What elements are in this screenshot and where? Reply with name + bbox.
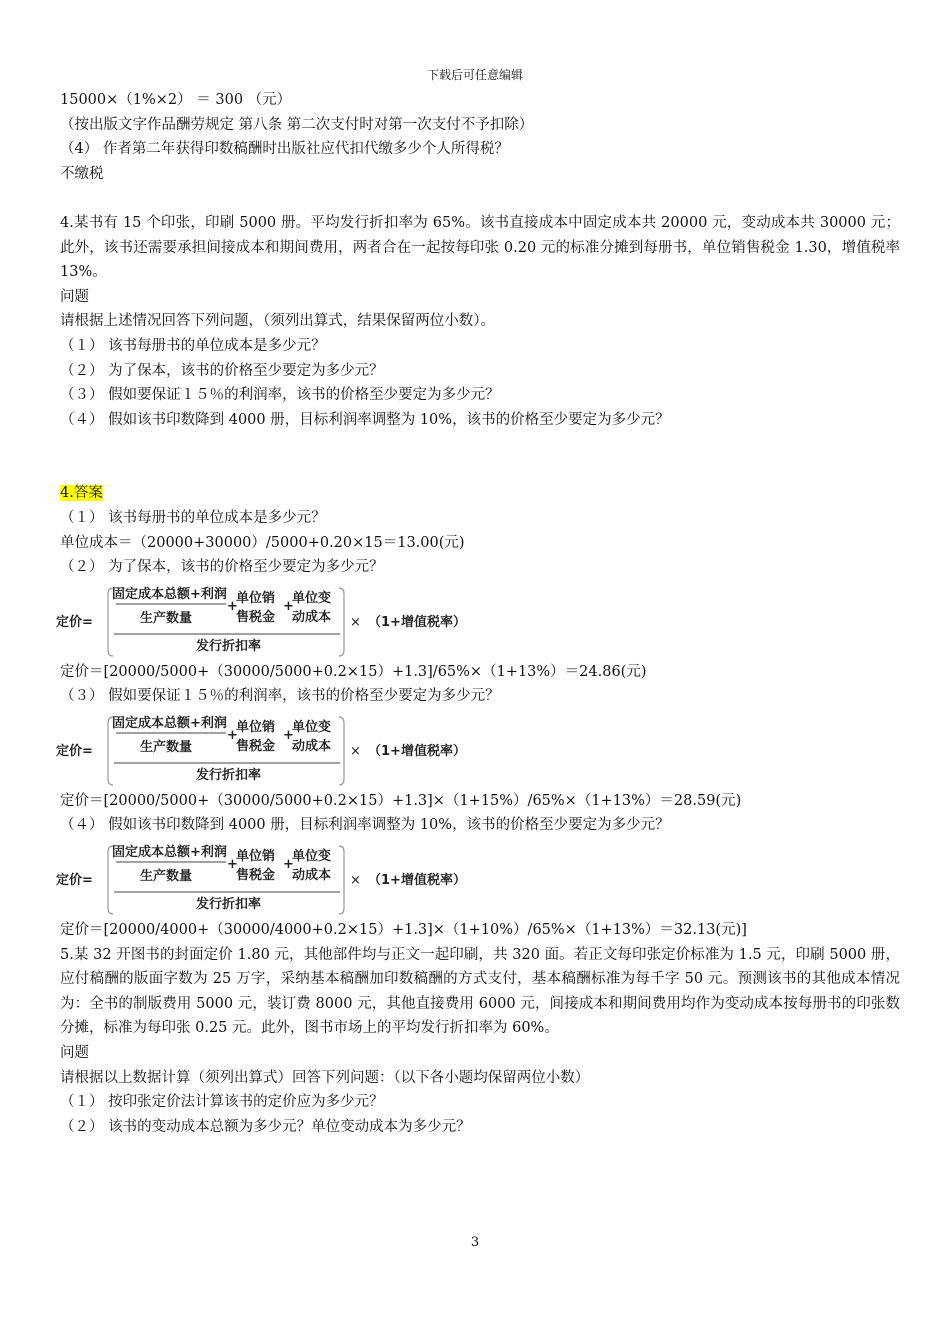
formula-term2: 单位销 xyxy=(236,719,276,735)
formula-plus: + xyxy=(227,727,238,743)
formula-term3: 动成本 xyxy=(292,609,332,625)
question-item: （２） 为了保本，该书的价格至少要定为多少元？ xyxy=(60,362,384,379)
answer-result: 定价＝[20000/5000+（30000/5000+0.2×15）+1.3]/65%×（1+13%）＝24.86(元) xyxy=(60,663,647,680)
formula-tax: （1+增值税率） xyxy=(368,614,466,630)
question-item: （２） 该书的变动成本总额为多少元？单位变动成本为多少元？ xyxy=(60,1118,471,1135)
text-line: （按出版文字作品酬劳规定 第八条 第二次支付时对第一次支付不予扣除） xyxy=(60,116,534,133)
answer-question: （１） 该书每册书的单位成本是多少元？ xyxy=(60,509,326,526)
text-line: （4） 作者第二年获得印数稿酬时出版社应代扣代缴多少个人所得税？ xyxy=(60,141,509,158)
price-formula xyxy=(56,713,900,787)
formula-term3: 动成本 xyxy=(292,868,332,884)
text-line: 不缴税 xyxy=(60,165,104,182)
problem-label: 问题 xyxy=(60,288,89,305)
formula-term2: 售税金 xyxy=(236,609,276,625)
question-item: （３） 假如要保证１５％的利润率，该书的价格至少要定为多少元？ xyxy=(60,387,500,404)
formula-term2: 单位销 xyxy=(236,849,276,865)
answer-4-heading: 4.答案 xyxy=(60,485,103,502)
price-formula-graphic xyxy=(56,713,476,787)
formula-plus: + xyxy=(283,857,294,873)
answer-result: 定价＝[20000/5000+（30000/5000+0.2×15）+1.3]×（1+15%）/65%×（1+13%）＝28.59(元) xyxy=(60,792,742,809)
formula-term3: 单位变 xyxy=(292,719,332,735)
formula-denominator: 生产数量 xyxy=(140,869,193,885)
formula-term3: 单位变 xyxy=(292,849,332,865)
formula-lhs: 定价= xyxy=(56,614,93,630)
problem-4-statement: 4.某书有 15 个印张，印刷 5000 册。平均发行折扣率为 65%。该书直接成本中固定成本共 20000 元，变动成本共 30000 元；此外，该书还需要承担间接成本和期间费用，两者合在一起按每印张 0.20 元的标准分摊到每册书，单位销售税金 1.30，增值税率 13%。 xyxy=(60,214,900,281)
answer-result: 单位成本＝（20000+30000）/5000+0.20×15＝13.00(元) xyxy=(60,534,465,551)
formula-plus: + xyxy=(283,598,294,614)
formula-plus: + xyxy=(227,857,238,873)
formula-denominator: 生产数量 xyxy=(140,739,193,755)
formula-bottom: 发行折扣率 xyxy=(196,638,262,654)
question-item: （１） 该书每册书的单位成本是多少元？ xyxy=(60,337,326,354)
formula-lhs: 定价= xyxy=(56,873,93,889)
page-header: 下载后可任意编辑 xyxy=(426,68,523,82)
formula-plus: + xyxy=(227,598,238,614)
formula-term2: 单位销 xyxy=(236,590,276,606)
formula-bottom: 发行折扣率 xyxy=(196,767,262,783)
formula-times: × xyxy=(350,743,361,759)
price-formula xyxy=(56,842,900,916)
problem-5-statement: 5.某 32 开图书的封面定价 1.80 元，其他部件均与正文一起印刷，共 320 面。若正文每印张定价标准为 1.5 元，印刷 5000 册，应付稿酬的版面字数为 25 万字，采纳基本稿酬加印数稿酬的方式支付，基本稿酬标准为每千字 50 元。预测该书的其他成本情况为：全书的制版费用 5000 元，装订费 8000 元，其他直接费用 6000 元，间接成本和期间费用均作为变动成本按每册书的印张数分摊，标准为每印张 0.25 元。此外，图书市场上的平均发行折扣率为 60%。 xyxy=(60,946,900,1037)
formula-term2: 售税金 xyxy=(236,868,276,884)
formula-numerator: 固定成本总额+利润 xyxy=(112,586,227,602)
question-item: （４） 假如该书印数降到 4000 册，目标利润率调整为 10%，该书的价格至少要定为多少元？ xyxy=(60,411,670,428)
price-formula-graphic xyxy=(56,842,476,916)
answer-question: （４） 假如该书印数降到 4000 册，目标利润率调整为 10%，该书的价格至少要定为多少元？ xyxy=(60,817,670,834)
formula-plus: + xyxy=(283,727,294,743)
document-body xyxy=(56,88,900,1139)
formula-term3: 单位变 xyxy=(292,590,332,606)
formula-tax: （1+增值税率） xyxy=(368,743,466,759)
price-formula-graphic xyxy=(56,584,476,658)
answer-result: 定价＝[20000/4000+（30000/4000+0.2×15）+1.3]×（1+10%）/65%×（1+13%）＝32.13(元)] xyxy=(60,922,747,939)
formula-times: × xyxy=(350,873,361,889)
answer-question: （２） 为了保本，该书的价格至少要定为多少元？ xyxy=(60,559,384,576)
answer-question: （３） 假如要保证１５％的利润率，该书的价格至少要定为多少元？ xyxy=(60,688,500,705)
formula-times: × xyxy=(350,614,361,630)
question-item: （１） 按印张定价法计算该书的定价应为多少元？ xyxy=(60,1094,384,1111)
problem-instruction: 请根据上述情况回答下列问题，（须列出算式，结果保留两位小数）。 xyxy=(60,313,495,330)
formula-denominator: 生产数量 xyxy=(140,610,193,626)
formula-numerator: 固定成本总额+利润 xyxy=(112,845,227,861)
formula-tax: （1+增值税率） xyxy=(368,873,466,889)
text-line: 15000×（1%×2） ＝ 300 （元） xyxy=(60,92,292,108)
price-formula xyxy=(56,584,900,658)
formula-term3: 动成本 xyxy=(292,738,332,754)
page-number: 3 xyxy=(470,1235,480,1250)
formula-term2: 售税金 xyxy=(236,738,276,754)
problem-instruction: 请根据以上数据计算（须列出算式）回答下列问题：（以下各小题均保留两位小数） xyxy=(60,1069,590,1086)
formula-lhs: 定价= xyxy=(56,743,93,759)
formula-bottom: 发行折扣率 xyxy=(196,897,262,913)
formula-numerator: 固定成本总额+利润 xyxy=(112,715,227,731)
problem-label: 问题 xyxy=(60,1045,89,1062)
